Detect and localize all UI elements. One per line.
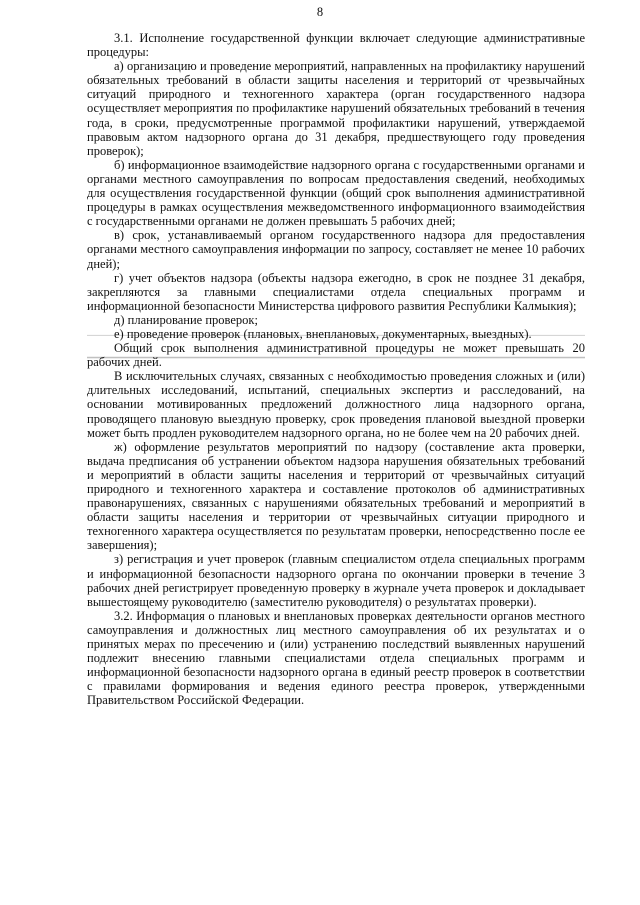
paragraph-item-e: е) проведение проверок (плановых, внеплановых, документарных, выездных). (87, 327, 585, 341)
document-body (87, 31, 585, 708)
paragraph-3-2: 3.2. Информация о плановых и внеплановых проверках деятельности органов местного самоуправления и должностных лиц местного самоуправления об их результатах и о принятых мерах по пресечению и (или) устранению последствий выявленных нарушений подлежит внесению главными специалистами отдела специальных программ и информационной безопасности надзорного органа в единый реестр проверок в соответствии с правилами формирования и ведения единого реестра проверок, утвержденными Правительством Российской Федерации. (87, 608, 585, 708)
paragraph-exceptional-cases: В исключительных случаях, связанных с необходимостью проведения сложных и (или) длительных исследований, испытаний, специальных экспертиз и расследований, на основании мотивированных предложений должностного лица надзорного органа, проводящего плановую выездную проверку, срок проведения плановой выездной проверки может быть продлен руководителем надзорного органа, но не более чем на 20 рабочих дней. (87, 369, 585, 440)
paragraph-item-a: а) организацию и проведение мероприятий, направленных на профилактику нарушений обязательных требований в области защиты населения и территорий от чрезвычайных ситуаций природного и техногенного характера (орган государственного надзора осуществляет мероприятия по профилактике нарушений обязательных требований в течения года, в сроки, предусмотренные программой профилактики нарушений, утверждаемой правовым актом надзорного органа до 31 декабря, предшествующего году проведения проверок); (87, 59, 585, 158)
paragraph-item-g: г) учет объектов надзора (объекты надзора ежегодно, в срок не позднее 31 декабря, закрепляются за главными специалистами отдела специальных программ и информационной безопасности Министерства цифрового развития Республики Калмыкия); (87, 270, 585, 313)
paragraph-item-zh: ж) оформление результатов мероприятий по надзору (составление акта проверки, выдача предписания об устранении объектом надзора нарушения обязательных требований и мероприятий в области защиты населения и территорий от чрезвычайных ситуаций природного и техногенного характера и составление протоколов об административных правонарушениях, связанных с нарушениями обязательных требований и мероприятий в области защиты населения и территории от чрезвычайных ситуации природного и техногенного характера осуществляется по результатам проверки, непосредственно после ее завершения); (87, 439, 585, 553)
paragraph-3-1: 3.1. Исполнение государственной функции включает следующие административные процедуры: (87, 31, 585, 60)
paragraph-item-b: б) информационное взаимодействие надзорного органа с государственными органами и органами местного самоуправления по вопросам предоставления сведений, необходимых для осуществления государственной функции (общий срок выполнения административной процедуры в рамках осуществления межведомственного информационного взаимодействия с государственными органами не должен превышать 5 рабочих дней; (87, 157, 585, 229)
paragraph-total-term: Общий срок выполнения административной процедуры не может превышать 20 рабочих дней. (87, 341, 585, 370)
paragraph-item-d: д) планирование проверок; (114, 312, 258, 327)
paragraph-item-v: в) срок, устанавливаемый органом государственного надзора для предоставления органами местного самоуправления информации по запросу, составляет не менее 10 рабочих дней); (87, 228, 585, 271)
paragraph-item-z: з) регистрация и учет проверок (главным специалистом отдела специальных программ и информационной безопасности надзорного органа по окончании проверки в течение 3 рабочих дней регистрирует проведенную проверку в журнале учета проверок и докладывает вышестоящему руководителю (заместителю руководителя) о результатах проверки). (87, 552, 585, 609)
page-number: 8 (316, 5, 324, 19)
